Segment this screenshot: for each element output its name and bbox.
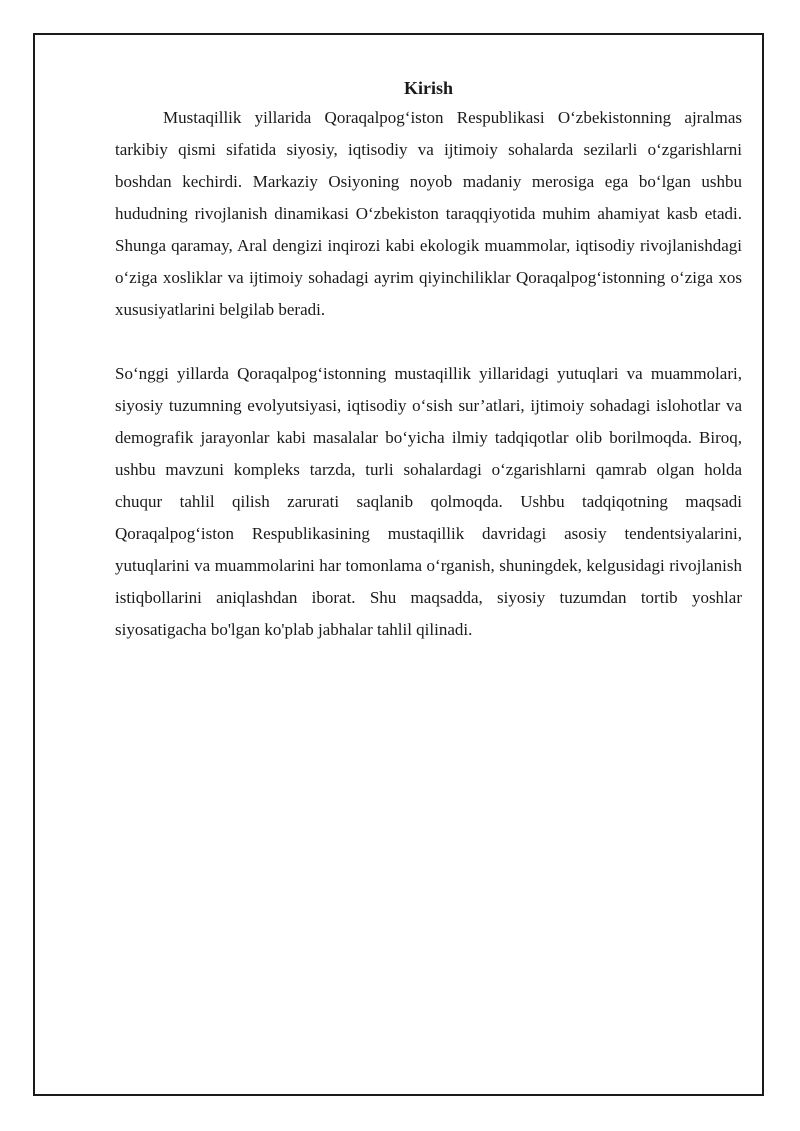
paragraph-2: So‘nggi yillarda Qoraqalpog‘istonning mustaqillik yillaridagi yutuqlari va muammolari, siyosiy tuzumning evolyutsiyasi, iqtisodiy o‘sish sur’atlari, ijtimoiy sohadagi islohotlar va demografik jarayonlar kabi masalalar bo‘yicha ilmiy tadqiqotlar olib borilmoqda. Biroq, ushbu mavzuni kompleks tarzda, turli sohalardagi o‘zgarishlarni qamrab olgan holda chuqur tahlil qilish zarurati saqlanib qolmoqda. Ushbu tadqiqotning maqsadi Qoraqalpog‘iston Respublikasining mustaqillik davridagi asosiy tendentsiyalarini, yutuqlarini va muammolarini har tomonlama o‘rganish, shuningdek, kelgusidagi rivojlanish istiqbollarini aniqlashdan iborat. Shu maqsadda, siyosiy tuzumdan tortib yoshlar siyosatigacha bo'lgan ko'plab jabhalar tahlil qilinadi. bbox=[115, 364, 742, 639]
document-title: Kirish bbox=[403, 78, 453, 98]
paragraph-spacer bbox=[115, 326, 742, 358]
paragraph-1: Mustaqillik yillarida Qoraqalpog‘iston Respublikasi O‘zbekistonning ajralmas tarkibiy qismi sifatida siyosiy, iqtisodiy va ijtimoiy sohalarda sezilarli o‘zgarishlarni boshdan kechirdi. Markaziy Osiyoning noyob madaniy merosiga ega bo‘lgan ushbu hududning rivojlanish dinamikasi O‘zbekiston taraqqiyotida muhim ahamiyat kasb etadi. Shunga qaramay, Aral dengizi inqirozi kabi ekologik muammolar, iqtisodiy rivojlanishdagi o‘ziga xosliklar va ijtimoiy sohadagi ayrim qiyinchiliklar Qoraqalpog‘istonning o‘ziga xos xususiyatlarini belgilab beradi. bbox=[115, 108, 742, 319]
document-body bbox=[115, 74, 742, 646]
